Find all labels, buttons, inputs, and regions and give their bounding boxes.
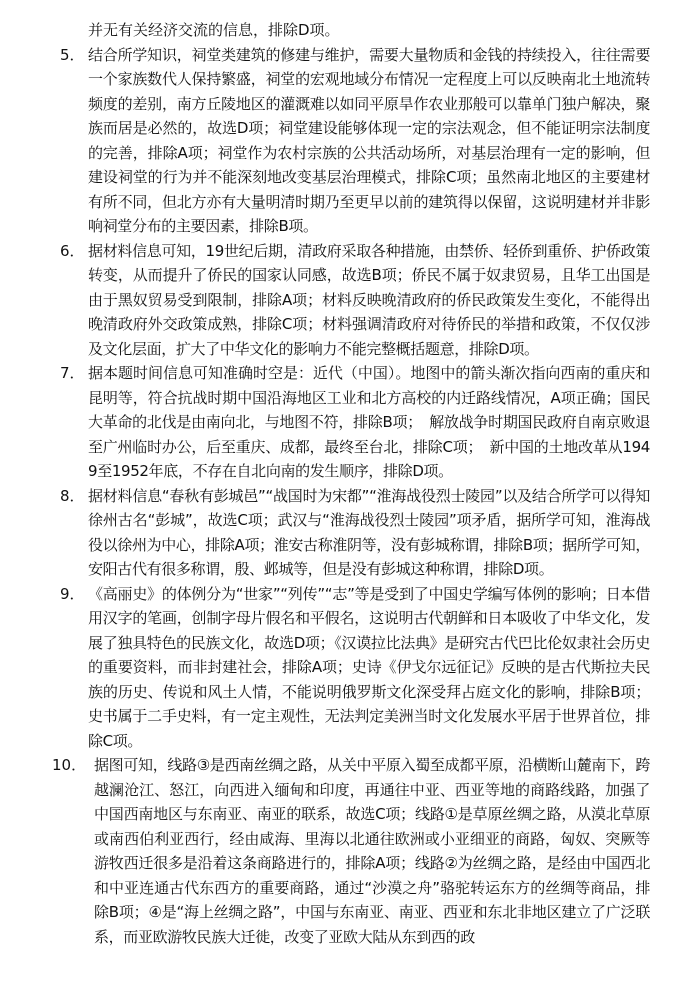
answer-item-9 [60, 582, 650, 754]
item-explanation: 结合所学知识，祠堂类建筑的修建与维护，需要大量物质和金钱的持续投入，往往需要一个家族数代人保持繁盛，祠堂的宏观地域分布情况一定程度上可以反映南北土地流转频度的差别，南方丘陵地区的灌溉难以如同平原旱作农业那般可以靠单门独户解决，聚族而居是必然的，故选D项；祠堂建设能够体现一定的宗法观念，但不能证明宗法制度的完善，排除A项；祠堂作为农村宗族的公共活动场所，对基层治理有一定的影响，但建设祠堂的行为并不能深刻地改变基层治理模式，排除C项；虽然南北地区的主要建材有所不同，但北方亦有大量明清时期乃至更早以前的建筑得以保留，这说明建材并非影响祠堂分布的主要因素，排除B项。 [88, 45, 650, 235]
item-explanation: 据本题时间信息可知准确时空是：近代（中国）。地图中的箭头渐次指向西南的重庆和昆明等，符合抗战时期中国沿海地区工业和北方高校的内迁路线情况，A项正确；国民大革命的北伐是由南向北，与地图不符，排除B项； 解放战争时期国民政府自南京败退至广州临时办公，后至重庆、成都，最终至台北，排除C项； 新中国的土地改革从1949至1952年底，不存在自北向南的发生顺序，排除D项。 [88, 364, 650, 480]
item-number: 5． [60, 45, 85, 64]
item-number: 6． [60, 241, 85, 260]
item-explanation: 据材料信息“春秋有彭城邑”“战国时为宋都”“淮海战役烈士陵园”以及结合所学可以得知徐州古名“彭城”，故选C项；武汉与“淮海战役烈士陵园”项矛盾，据所学可知，淮海战役以徐州为中心，排除A项；淮安古称淮阴等，没有彭城称谓，排除B项；据所学可知，安阳古代有很多称谓，殷、邺城等，但是没有彭城这种称谓，排除D项。 [88, 486, 650, 578]
continued-text-line: 并无有关经济交流的信息，排除D项。 [88, 21, 340, 39]
item-explanation: 《高丽史》的体例分为“世家”“列传”“志”等是受到了中国史学编写体例的影响；日本借用汉字的笔画，创制字母片假名和平假名，这说明古代朝鲜和日本吸收了中华文化，发展了独具特色的民族文化，故选D项；《汉谟拉比法典》是研究古代巴比伦奴隶社会历史的重要资料，而非封建社会，排除A项；史诗《伊戈尔远征记》反映的是古代斯拉夫民族的历史、传说和风土人情，不能说明俄罗斯文化深受拜占庭文化的影响，排除B项；史书属于二手史料，有一定主观性，无法判定美洲当时文化发展水平居于世界首位，排除C项。 [88, 584, 650, 750]
answer-item-5 [60, 43, 650, 239]
item-number: 8． [60, 486, 85, 505]
answer-item-10 [52, 753, 650, 949]
answer-item-7 [60, 361, 650, 484]
answer-item-6 [60, 239, 650, 362]
item-number: 9． [60, 584, 85, 603]
item-number: 7． [60, 364, 85, 382]
item-explanation: 据材料信息可知，19世纪后期，清政府采取各种措施，由禁侨、轻侨到重侨、护侨政策转变，从而提升了侨民的国家认同感，故选B项；侨民不属于奴隶贸易，且华工出国是由于黑奴贸易受到限制，排除A项；材料反映晚清政府的侨民政策发生变化，不能得出晚清政府外交政策成熟，排除C项；材料强调清政府对待侨民的举措和政策，不仅仅涉及文化层面，扩大了中华文化的影响力不能完整概括题意，排除D项。 [88, 241, 650, 358]
item-number: 10． [52, 756, 87, 774]
item-explanation: 据图可知，线路③是西南丝绸之路，从关中平原入蜀至成都平原，沿横断山麓南下，跨越澜沧江、怒江，向西进入缅甸和印度，再通往中亚、西亚等地的商路线路，加强了中国西南地区与东南亚、南亚的联系，故选C项；线路①是草原丝绸之路，从漠北草原或南西伯利亚西行，经由咸海、里海以北通往欧洲或小亚细亚的商路，匈奴、突厥等游牧西迁很多是沿着这条商路进行的，排除A项；线路②为丝绸之路，是经由中国西北和中亚连通古代东西方的重要商路，通过“沙漠之舟”骆驼转运东方的丝绸等商品，排除B项；④是“海上丝绸之路”，中国与东南亚、南亚、西亚和东北非地区建立了广泛联系，而亚欧游牧民族大迁徙，改变了亚欧大陆从东到西的政 [94, 756, 650, 946]
answer-item-8 [60, 484, 650, 582]
